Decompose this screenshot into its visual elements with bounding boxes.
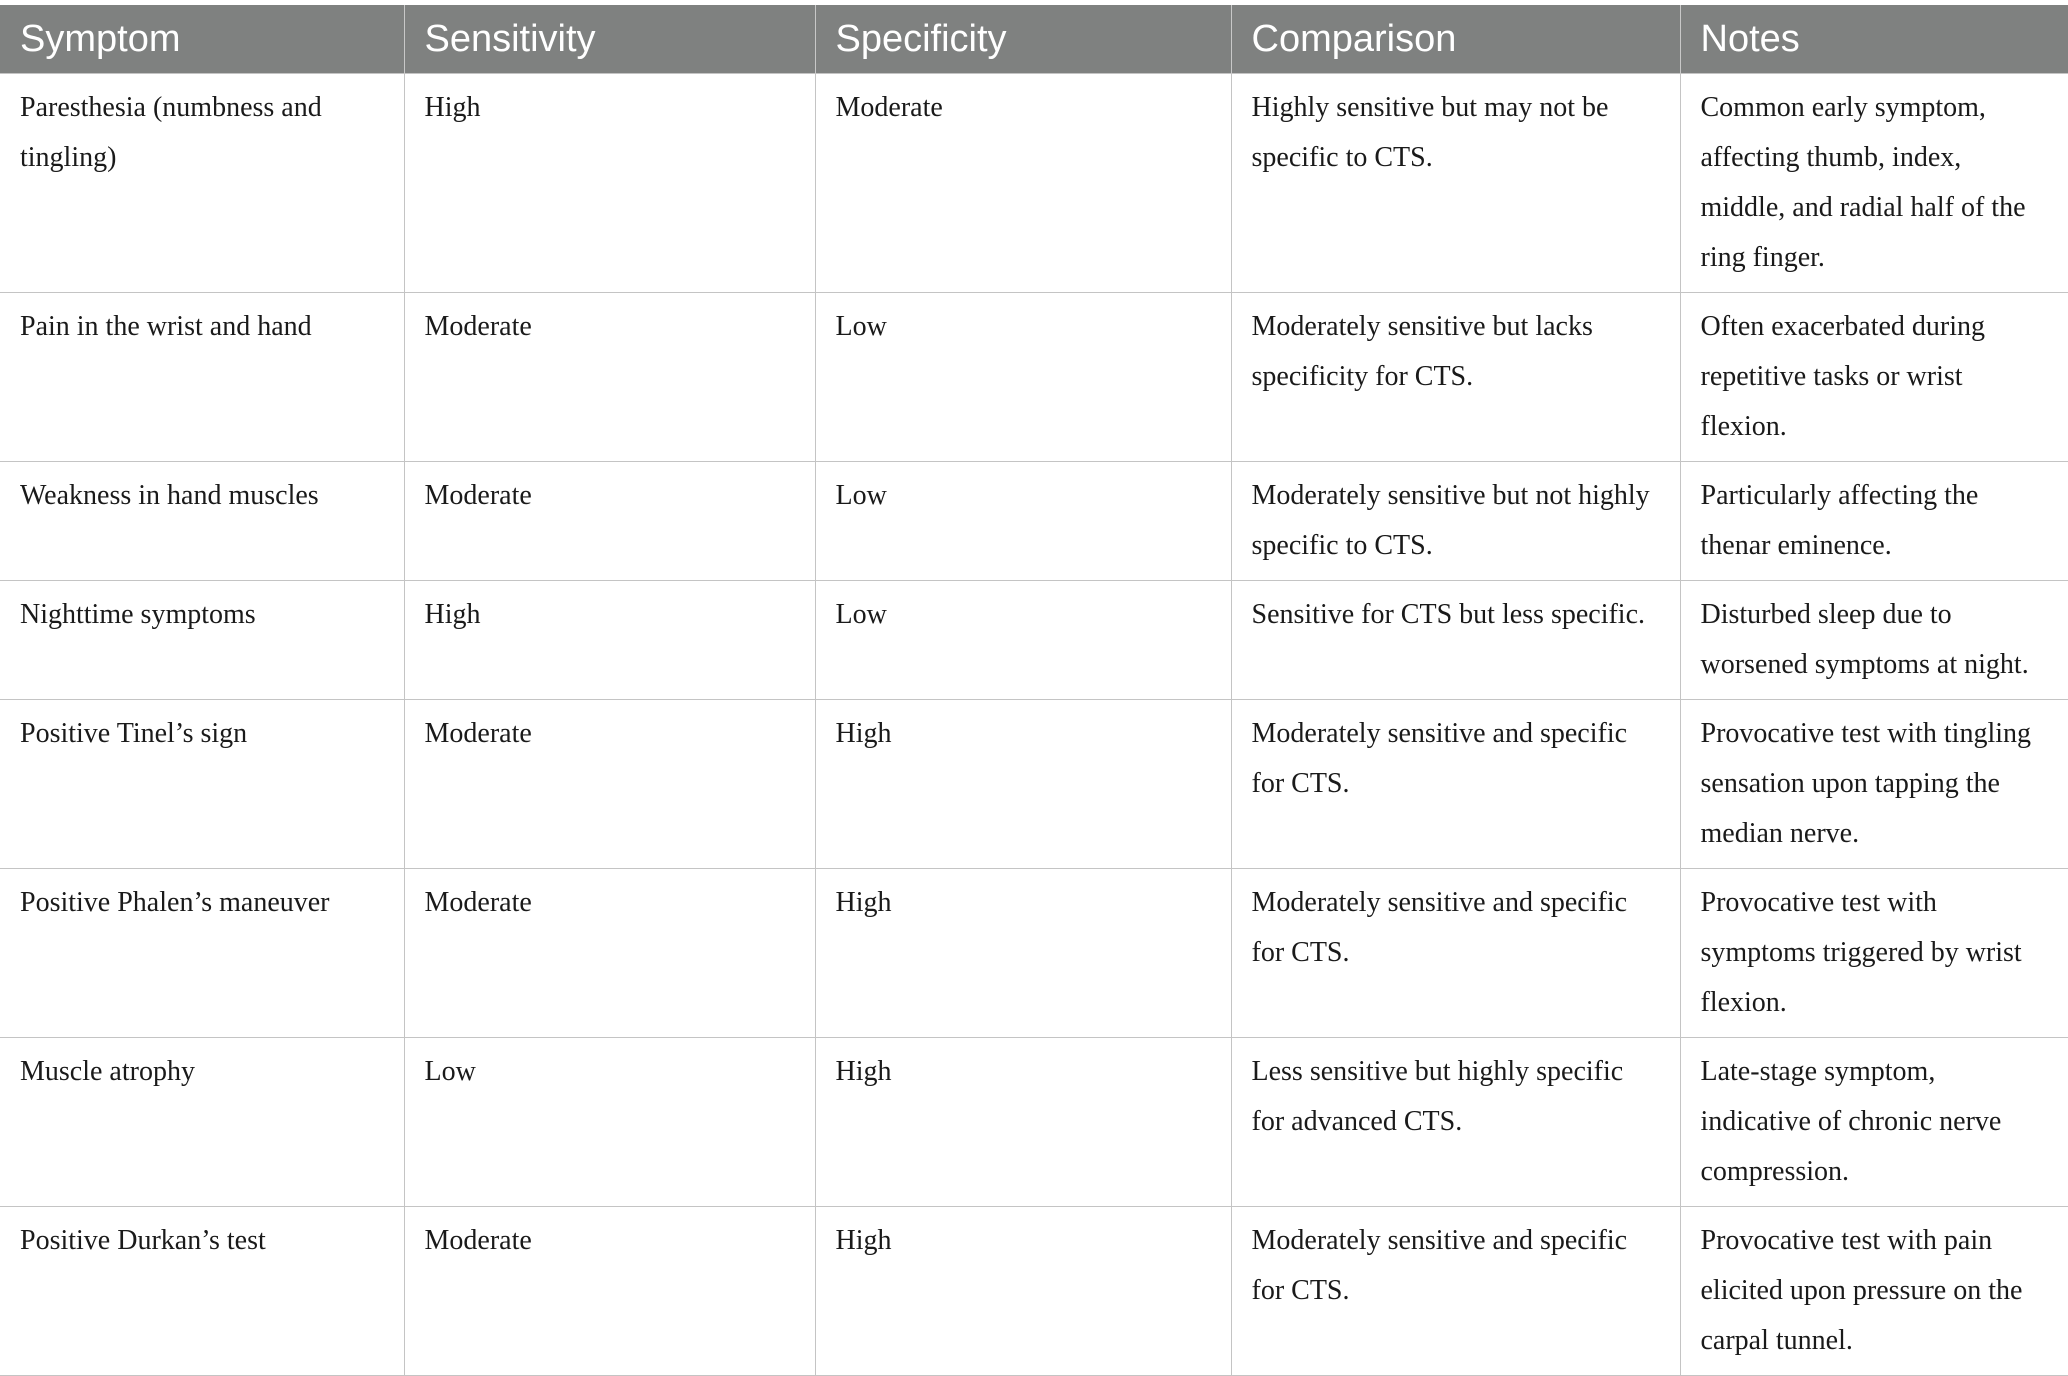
- cell-notes: Common early symptom, affecting thumb, index, middle, and radial half of the ring finger.: [1680, 74, 2068, 293]
- header-symptom: Symptom: [0, 5, 404, 74]
- cell-specificity: Low: [815, 462, 1231, 581]
- cell-comparison: Less sensitive but highly specific for advanced CTS.: [1231, 1038, 1680, 1207]
- cell-specificity: High: [815, 1207, 1231, 1376]
- cell-specificity: Low: [815, 581, 1231, 700]
- cell-comparison: Moderately sensitive but not highly specific to CTS.: [1231, 462, 1680, 581]
- header-sensitivity: Sensitivity: [404, 5, 815, 74]
- cell-symptom: Positive Tinel’s sign: [0, 700, 404, 869]
- cell-comparison: Moderately sensitive but lacks specificity for CTS.: [1231, 293, 1680, 462]
- cell-sensitivity: High: [404, 74, 815, 293]
- header-comparison: Comparison: [1231, 5, 1680, 74]
- cell-symptom: Weakness in hand muscles: [0, 462, 404, 581]
- cell-sensitivity: High: [404, 581, 815, 700]
- cell-notes: Particularly affecting the thenar eminence.: [1680, 462, 2068, 581]
- header-specificity: Specificity: [815, 5, 1231, 74]
- header-row: [0, 5, 2068, 74]
- cell-sensitivity: Moderate: [404, 869, 815, 1038]
- cell-sensitivity: Low: [404, 1038, 815, 1207]
- cell-notes: Disturbed sleep due to worsened symptoms at night.: [1680, 581, 2068, 700]
- cell-specificity: High: [815, 700, 1231, 869]
- cell-notes: Provocative test with symptoms triggered by wrist flexion.: [1680, 869, 2068, 1038]
- header-notes: Notes: [1680, 5, 2068, 74]
- cell-specificity: High: [815, 869, 1231, 1038]
- table-row: [0, 74, 2068, 293]
- cell-symptom: Pain in the wrist and hand: [0, 293, 404, 462]
- cell-symptom: Positive Phalen’s maneuver: [0, 869, 404, 1038]
- cell-comparison: Sensitive for CTS but less specific.: [1231, 581, 1680, 700]
- symptom-table: [0, 5, 2068, 1376]
- table-row: [0, 581, 2068, 700]
- cell-symptom: Muscle atrophy: [0, 1038, 404, 1207]
- table-row: [0, 462, 2068, 581]
- cell-notes: Often exacerbated during repetitive tasks or wrist flexion.: [1680, 293, 2068, 462]
- table-body: [0, 74, 2068, 1376]
- cell-symptom: Nighttime symptoms: [0, 581, 404, 700]
- cell-specificity: Moderate: [815, 74, 1231, 293]
- cell-sensitivity: Moderate: [404, 462, 815, 581]
- table-header: [0, 5, 2068, 74]
- cell-sensitivity: Moderate: [404, 1207, 815, 1376]
- table-row: [0, 869, 2068, 1038]
- table-row: [0, 293, 2068, 462]
- cell-comparison: Moderately sensitive and specific for CTS.: [1231, 1207, 1680, 1376]
- cell-sensitivity: Moderate: [404, 700, 815, 869]
- table-row: [0, 700, 2068, 869]
- cell-notes: Provocative test with tingling sensation upon tapping the median nerve.: [1680, 700, 2068, 869]
- cell-symptom: Positive Durkan’s test: [0, 1207, 404, 1376]
- table-row: [0, 1207, 2068, 1376]
- cell-notes: Late-stage symptom, indicative of chronic nerve compression.: [1680, 1038, 2068, 1207]
- cell-sensitivity: Moderate: [404, 293, 815, 462]
- cell-specificity: High: [815, 1038, 1231, 1207]
- cell-specificity: Low: [815, 293, 1231, 462]
- cell-comparison: Highly sensitive but may not be specific to CTS.: [1231, 74, 1680, 293]
- table-row: [0, 1038, 2068, 1207]
- cell-comparison: Moderately sensitive and specific for CTS.: [1231, 700, 1680, 869]
- cell-notes: Provocative test with pain elicited upon pressure on the carpal tunnel.: [1680, 1207, 2068, 1376]
- cell-comparison: Moderately sensitive and specific for CTS.: [1231, 869, 1680, 1038]
- cell-symptom: Paresthesia (numbness and tingling): [0, 74, 404, 293]
